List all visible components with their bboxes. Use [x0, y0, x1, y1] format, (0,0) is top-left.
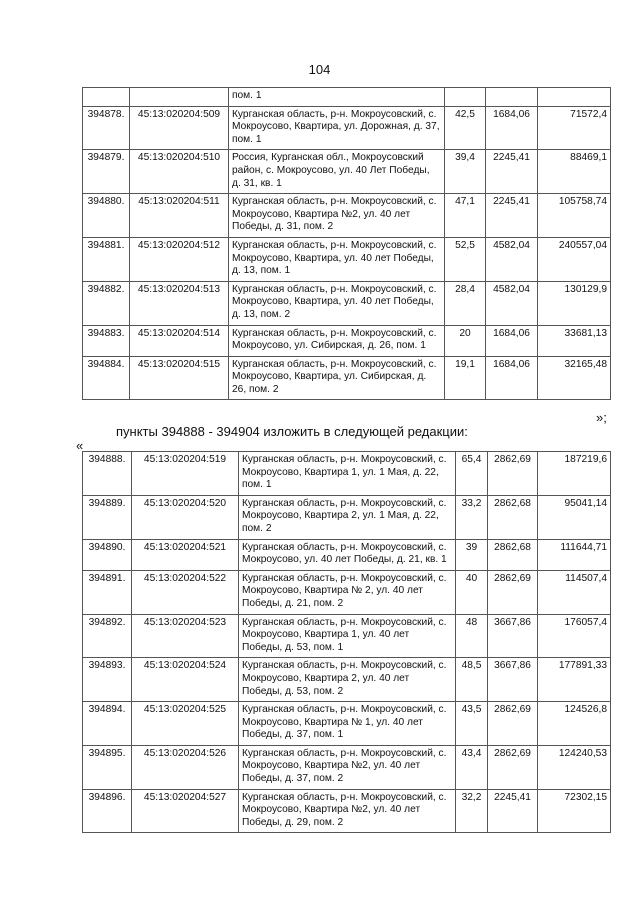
row-number-cell: 394888.: [83, 452, 132, 496]
address-cell: Курганская область, р-н. Мокроусовский, с. Мокроусово, Квартира № 1, ул. 40 лет Победы, д. 37, пом. 1: [239, 702, 456, 746]
total-value-cell: 33681,13: [538, 325, 611, 356]
table-row: [83, 356, 611, 400]
table-row: [83, 745, 611, 789]
unit-price-cell: 2245,41: [486, 194, 538, 238]
row-number-cell: 394884.: [83, 356, 130, 400]
unit-price-cell: 1684,06: [486, 325, 538, 356]
unit-price-cell: 2862,69: [488, 702, 538, 746]
cadastral-number-cell: 45:13:020204:525: [132, 702, 239, 746]
table-row: [83, 614, 611, 658]
table-row: [83, 539, 611, 570]
area-value-cell: [445, 88, 486, 107]
unit-price-cell: 2862,69: [488, 745, 538, 789]
opening-quote: «: [76, 438, 84, 453]
row-number-cell: [83, 88, 130, 107]
table-row: [83, 658, 611, 702]
total-value-cell: 130129,9: [538, 281, 611, 325]
table-row: [83, 789, 611, 833]
cadastral-number-cell: 45:13:020204:515: [130, 356, 229, 400]
table-row: [83, 702, 611, 746]
cadastral-number-cell: [130, 88, 229, 107]
property-table-bottom: [82, 451, 611, 833]
unit-price-cell: 3667,86: [488, 614, 538, 658]
total-value-cell: 111644,71: [538, 539, 611, 570]
total-value-cell: [538, 88, 611, 107]
row-number-cell: 394896.: [83, 789, 132, 833]
address-cell: Курганская область, р-н. Мокроусовский, с. Мокроусово, Квартира, ул. Сибирская, д. 26, пом. 2: [229, 356, 445, 400]
area-value-cell: 43,5: [456, 702, 488, 746]
address-cell: Курганская область, р-н. Мокроусовский, с. Мокроусово, Квартира, ул. 40 лет Победы, д. 13, пом. 2: [229, 281, 445, 325]
total-value-cell: 114507,4: [538, 570, 611, 614]
unit-price-cell: 1684,06: [486, 356, 538, 400]
cadastral-number-cell: 45:13:020204:526: [132, 745, 239, 789]
table-row: [83, 150, 611, 194]
cadastral-number-cell: 45:13:020204:509: [130, 106, 229, 150]
area-value-cell: 40: [456, 570, 488, 614]
table-row: [83, 88, 611, 107]
cadastral-number-cell: 45:13:020204:524: [132, 658, 239, 702]
total-value-cell: 32165,48: [538, 356, 611, 400]
row-number-cell: 394879.: [83, 150, 130, 194]
address-cell: Курганская область, р-н. Мокроусовский, с. Мокроусово, Квартира 1, ул. 40 лет Победы, д. 53, пом. 1: [239, 614, 456, 658]
area-value-cell: 48: [456, 614, 488, 658]
total-value-cell: 71572,4: [538, 106, 611, 150]
area-value-cell: 48,5: [456, 658, 488, 702]
cadastral-number-cell: 45:13:020204:511: [130, 194, 229, 238]
table-row: [83, 106, 611, 150]
address-cell: Россия, Курганская обл., Мокроусовский район, с. Мокроусово, ул. 40 Лет Победы, д. 31, кв. 1: [229, 150, 445, 194]
area-value-cell: 39: [456, 539, 488, 570]
closing-quote: »;: [596, 410, 607, 425]
address-cell: Курганская область, р-н. Мокроусовский, с. Мокроусово, Квартира №2, ул. 40 лет Победы, д. 37, пом. 2: [239, 745, 456, 789]
total-value-cell: 187219,6: [538, 452, 611, 496]
row-number-cell: 394892.: [83, 614, 132, 658]
table-row: [83, 194, 611, 238]
total-value-cell: 124526,8: [538, 702, 611, 746]
address-cell: Курганская область, р-н. Мокроусовский, с. Мокроусово, Квартира, ул. Дорожная, д. 37, пом. 1: [229, 106, 445, 150]
total-value-cell: 88469,1: [538, 150, 611, 194]
total-value-cell: 72302,15: [538, 789, 611, 833]
address-cell: Курганская область, р-н. Мокроусовский, с. Мокроусово, Квартира №2, ул. 40 лет Победы, д. 31, пом. 2: [229, 194, 445, 238]
area-value-cell: 19,1: [445, 356, 486, 400]
cadastral-number-cell: 45:13:020204:513: [130, 281, 229, 325]
cadastral-number-cell: 45:13:020204:522: [132, 570, 239, 614]
cadastral-number-cell: 45:13:020204:510: [130, 150, 229, 194]
unit-price-cell: 2245,41: [486, 150, 538, 194]
amendment-instruction: пункты 394888 - 394904 изложить в следующей редакции:: [116, 424, 468, 439]
unit-price-cell: 2862,69: [488, 570, 538, 614]
total-value-cell: 177891,33: [538, 658, 611, 702]
address-cell: Курганская область, р-н. Мокроусовский, с. Мокроусово, Квартира № 2, ул. 40 лет Победы, д. 21, пом. 2: [239, 570, 456, 614]
area-value-cell: 39,4: [445, 150, 486, 194]
area-value-cell: 20: [445, 325, 486, 356]
unit-price-cell: 2862,69: [488, 452, 538, 496]
unit-price-cell: 4582,04: [486, 237, 538, 281]
table-row: [83, 325, 611, 356]
total-value-cell: 240557,04: [538, 237, 611, 281]
row-number-cell: 394878.: [83, 106, 130, 150]
cadastral-number-cell: 45:13:020204:527: [132, 789, 239, 833]
cadastral-number-cell: 45:13:020204:519: [132, 452, 239, 496]
area-value-cell: 28,4: [445, 281, 486, 325]
address-cell: Курганская область, р-н. Мокроусовский, с. Мокроусово, Квартира 2, ул. 40 лет Победы, д. 53, пом. 2: [239, 658, 456, 702]
total-value-cell: 176057,4: [538, 614, 611, 658]
address-cell: Курганская область, р-н. Мокроусовский, с. Мокроусово, Квартира 2, ул. 1 Мая, д. 22, пом. 2: [239, 495, 456, 539]
table-row: [83, 495, 611, 539]
unit-price-cell: 1684,06: [486, 106, 538, 150]
address-cell: Курганская область, р-н. Мокроусовский, с. Мокроусово, Квартира 1, ул. 1 Мая, д. 22, пом. 1: [239, 452, 456, 496]
area-value-cell: 32,2: [456, 789, 488, 833]
unit-price-cell: 2245,41: [488, 789, 538, 833]
address-cell: Курганская область, р-н. Мокроусовский, с. Мокроусово, ул. 40 лет Победы, д. 21, кв. 1: [239, 539, 456, 570]
row-number-cell: 394890.: [83, 539, 132, 570]
row-number-cell: 394893.: [83, 658, 132, 702]
cadastral-number-cell: 45:13:020204:512: [130, 237, 229, 281]
table-row: [83, 452, 611, 496]
row-number-cell: 394881.: [83, 237, 130, 281]
row-number-cell: 394882.: [83, 281, 130, 325]
total-value-cell: 105758,74: [538, 194, 611, 238]
table-row: [83, 281, 611, 325]
total-value-cell: 124240,53: [538, 745, 611, 789]
row-number-cell: 394880.: [83, 194, 130, 238]
address-cell: пом. 1: [229, 88, 445, 107]
table-row: [83, 237, 611, 281]
area-value-cell: 52,5: [445, 237, 486, 281]
area-value-cell: 42,5: [445, 106, 486, 150]
address-cell: Курганская область, р-н. Мокроусовский, с. Мокроусово, Квартира, ул. 40 лет Победы, д. 13, пом. 1: [229, 237, 445, 281]
address-cell: Курганская область, р-н. Мокроусовский, с. Мокроусово, ул. Сибирская, д. 26, пом. 1: [229, 325, 445, 356]
cadastral-number-cell: 45:13:020204:523: [132, 614, 239, 658]
row-number-cell: 394891.: [83, 570, 132, 614]
area-value-cell: 43,4: [456, 745, 488, 789]
cadastral-number-cell: 45:13:020204:514: [130, 325, 229, 356]
property-table-top: [82, 87, 611, 400]
row-number-cell: 394895.: [83, 745, 132, 789]
area-value-cell: 47,1: [445, 194, 486, 238]
cadastral-number-cell: 45:13:020204:521: [132, 539, 239, 570]
page-number: 104: [308, 62, 331, 77]
unit-price-cell: 2862,68: [488, 495, 538, 539]
table-row: [83, 570, 611, 614]
row-number-cell: 394894.: [83, 702, 132, 746]
unit-price-cell: 2862,68: [488, 539, 538, 570]
unit-price-cell: [486, 88, 538, 107]
unit-price-cell: 3667,86: [488, 658, 538, 702]
unit-price-cell: 4582,04: [486, 281, 538, 325]
row-number-cell: 394889.: [83, 495, 132, 539]
area-value-cell: 65,4: [456, 452, 488, 496]
row-number-cell: 394883.: [83, 325, 130, 356]
cadastral-number-cell: 45:13:020204:520: [132, 495, 239, 539]
total-value-cell: 95041,14: [538, 495, 611, 539]
address-cell: Курганская область, р-н. Мокроусовский, с. Мокроусово, Квартира №2, ул. 40 лет Победы, д. 29, пом. 2: [239, 789, 456, 833]
area-value-cell: 33,2: [456, 495, 488, 539]
